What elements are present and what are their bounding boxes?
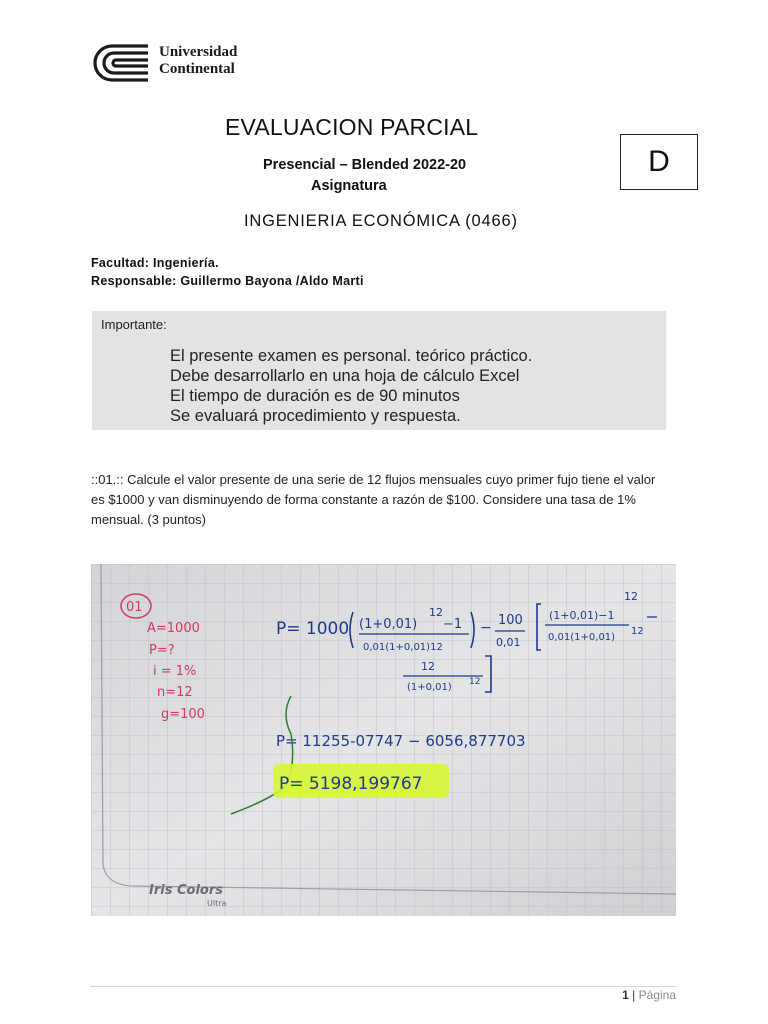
- important-line: Debe desarrollarlo en una hoja de cálculo Excel: [170, 367, 520, 385]
- formula-p: P= 1000: [276, 619, 350, 639]
- university-line2: Continental: [159, 61, 235, 77]
- important-lines: [170, 346, 532, 426]
- result-line: P= 11255-07747 − 6056,877703: [276, 732, 526, 750]
- frac2-num: 100: [498, 613, 523, 628]
- page-separator: |: [628, 988, 639, 1002]
- page-footer: [622, 988, 676, 1002]
- footer-divider: [90, 986, 676, 987]
- frac1-minus: −1: [443, 617, 463, 632]
- important-notice: [92, 311, 666, 430]
- given-a: A=1000: [147, 621, 200, 636]
- course-name: INGENIERIA ECONÓMICA (0466): [244, 212, 518, 230]
- grade-box: D: [620, 134, 698, 190]
- exam-subtitle: Presencial – Blended 2022-20: [263, 157, 467, 173]
- faculty-line: Facultad: Ingeniería.: [91, 256, 219, 270]
- notebook-brand-sub: Ultra: [207, 899, 227, 908]
- frac3-exp: 12: [624, 590, 638, 603]
- exam-title: EVALUACION PARCIAL: [225, 114, 479, 140]
- given-p: P=?: [149, 643, 175, 658]
- frac4-den: (1+0,01): [407, 682, 452, 693]
- given-n: n=12: [157, 685, 193, 700]
- notebook-brand: Iris Colors: [149, 883, 223, 898]
- final-answer: P= 5198,199767: [279, 774, 423, 794]
- frac3-den: 0,01(1+0,01): [548, 632, 616, 643]
- minus-sign: −: [480, 620, 492, 636]
- frac1-exp: 12: [429, 606, 443, 619]
- given-g: g=100: [161, 707, 205, 722]
- important-label: Importante:: [101, 317, 167, 332]
- solution-photo: [91, 564, 676, 916]
- frac1-num: (1+0,01): [359, 617, 418, 632]
- frac4-den-exp: 12: [469, 677, 481, 687]
- frac2-den: 0,01: [496, 636, 521, 649]
- question-text: ::01.:: Calcule el valor presente de una serie de 12 flujos mensuales cuyo primer fujo tiene el valor es $1000 y van disminuyendo de forma constante a razón de $100. Considere una tasa de 1% mensual. (3 puntos): [91, 472, 656, 527]
- continental-logo-icon: [90, 42, 152, 84]
- page-number: 1: [622, 988, 629, 1002]
- responsible-line: Responsable: Guillermo Bayona /Aldo Marti: [91, 274, 364, 288]
- page-label: Página: [638, 988, 676, 1002]
- problem-number: 01: [126, 600, 143, 615]
- university-line1: Universidad: [159, 44, 238, 60]
- frac1-den: 0,01(1+0,01)12: [363, 642, 443, 653]
- frac3-num: (1+0,01)−1: [549, 609, 615, 622]
- important-line: El presente examen es personal. teórico práctico.: [170, 347, 533, 365]
- important-line: El tiempo de duración es de 90 minutos: [170, 387, 460, 405]
- asignatura-label: Asignatura: [311, 178, 387, 194]
- frac4-num: 12: [421, 660, 435, 673]
- frac3-den-exp: 12: [631, 626, 644, 637]
- important-line: Se evaluará procedimiento y respuesta.: [170, 407, 461, 425]
- given-i: i = 1%: [153, 664, 197, 679]
- university-name: [159, 44, 237, 78]
